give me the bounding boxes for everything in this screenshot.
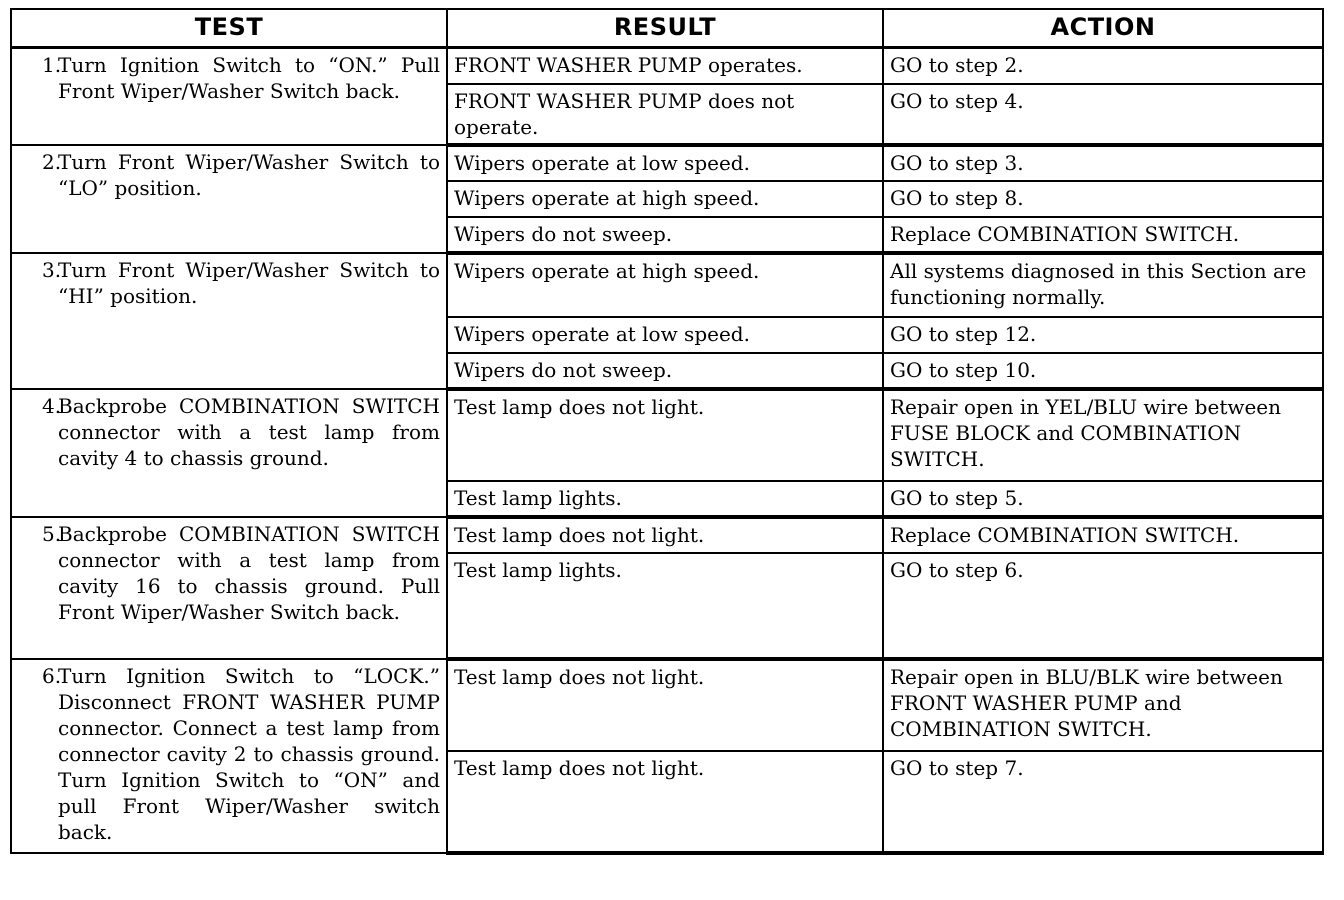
- table-row: [11, 517, 1323, 553]
- header-row: [11, 9, 1323, 48]
- result-cell: Wipers operate at high speed.: [447, 181, 883, 217]
- action-cell: All systems diagnosed in this Section are functioning normally.: [883, 253, 1323, 317]
- test-step-cell: [11, 389, 447, 517]
- diagnostic-table: [10, 8, 1324, 855]
- result-cell: Wipers operate at low speed.: [447, 145, 883, 181]
- table-row: [11, 253, 1323, 317]
- step-number: 5.: [42, 521, 62, 546]
- test-step-cell: [11, 48, 447, 145]
- action-cell: GO to step 6.: [883, 553, 1323, 659]
- action-cell: GO to step 7.: [883, 751, 1323, 853]
- step-instruction: Turn Front Wiper/Washer Switch to “HI” position.: [58, 257, 440, 308]
- result-cell: Test lamp lights.: [447, 481, 883, 517]
- action-cell: Repair open in BLU/BLK wire between FRONT WASHER PUMP and COMBINATION SWITCH.: [883, 659, 1323, 751]
- header-test: TEST: [11, 9, 447, 48]
- result-cell: Test lamp does not light.: [447, 517, 883, 553]
- test-step-cell: [11, 517, 447, 659]
- test-step-cell: [11, 659, 447, 853]
- table-row: [11, 389, 1323, 481]
- action-cell: GO to step 3.: [883, 145, 1323, 181]
- table-row: [11, 659, 1323, 751]
- test-step-cell: [11, 253, 447, 389]
- step-instruction: Turn Front Wiper/Washer Switch to “LO” position.: [58, 149, 440, 200]
- step-instruction: Backprobe COMBINATION SWITCH connector with a test lamp from cavity 16 to chassis ground. Pull Front Wiper/Washer Switch back.: [58, 521, 440, 624]
- result-cell: Wipers operate at low speed.: [447, 317, 883, 353]
- result-cell: Test lamp lights.: [447, 553, 883, 659]
- header-result: RESULT: [447, 9, 883, 48]
- table-row: [11, 145, 1323, 181]
- step-instruction: Backprobe COMBINATION SWITCH connector with a test lamp from cavity 4 to chassis ground.: [58, 393, 440, 470]
- result-cell: FRONT WASHER PUMP operates.: [447, 48, 883, 84]
- result-cell: Test lamp does not light.: [447, 751, 883, 853]
- result-cell: Test lamp does not light.: [447, 659, 883, 751]
- test-step-cell: [11, 145, 447, 253]
- action-cell: GO to step 8.: [883, 181, 1323, 217]
- action-cell: GO to step 12.: [883, 317, 1323, 353]
- action-cell: Repair open in YEL/BLU wire between FUSE BLOCK and COMBINATION SWITCH.: [883, 389, 1323, 481]
- action-cell: Replace COMBINATION SWITCH.: [883, 517, 1323, 553]
- result-cell: Test lamp does not light.: [447, 389, 883, 481]
- action-cell: GO to step 2.: [883, 48, 1323, 84]
- result-cell: Wipers do not sweep.: [447, 353, 883, 389]
- step-instruction: Turn Ignition Switch to “ON.” Pull Front Wiper/Washer Switch back.: [58, 53, 440, 103]
- result-cell: FRONT WASHER PUMP does not operate.: [447, 84, 883, 145]
- step-number: 1.: [42, 53, 62, 77]
- result-cell: Wipers operate at high speed.: [447, 253, 883, 317]
- action-cell: GO to step 5.: [883, 481, 1323, 517]
- step-instruction: Turn Ignition Switch to “LOCK.” Disconnect FRONT WASHER PUMP connector. Connect a test lamp from connector cavity 2 to chassis ground. Turn Ignition Switch to “ON” and pull Front Wiper/Washer switch back.: [58, 663, 440, 844]
- table-body: [11, 48, 1323, 853]
- table-row: [11, 48, 1323, 84]
- step-number: 4.: [42, 393, 62, 418]
- result-cell: Wipers do not sweep.: [447, 217, 883, 253]
- step-number: 2.: [42, 149, 62, 174]
- step-number: 6.: [42, 663, 62, 688]
- step-number: 3.: [42, 257, 62, 282]
- action-cell: GO to step 10.: [883, 353, 1323, 389]
- action-cell: GO to step 4.: [883, 84, 1323, 145]
- action-cell: Replace COMBINATION SWITCH.: [883, 217, 1323, 253]
- header-action: ACTION: [883, 9, 1323, 48]
